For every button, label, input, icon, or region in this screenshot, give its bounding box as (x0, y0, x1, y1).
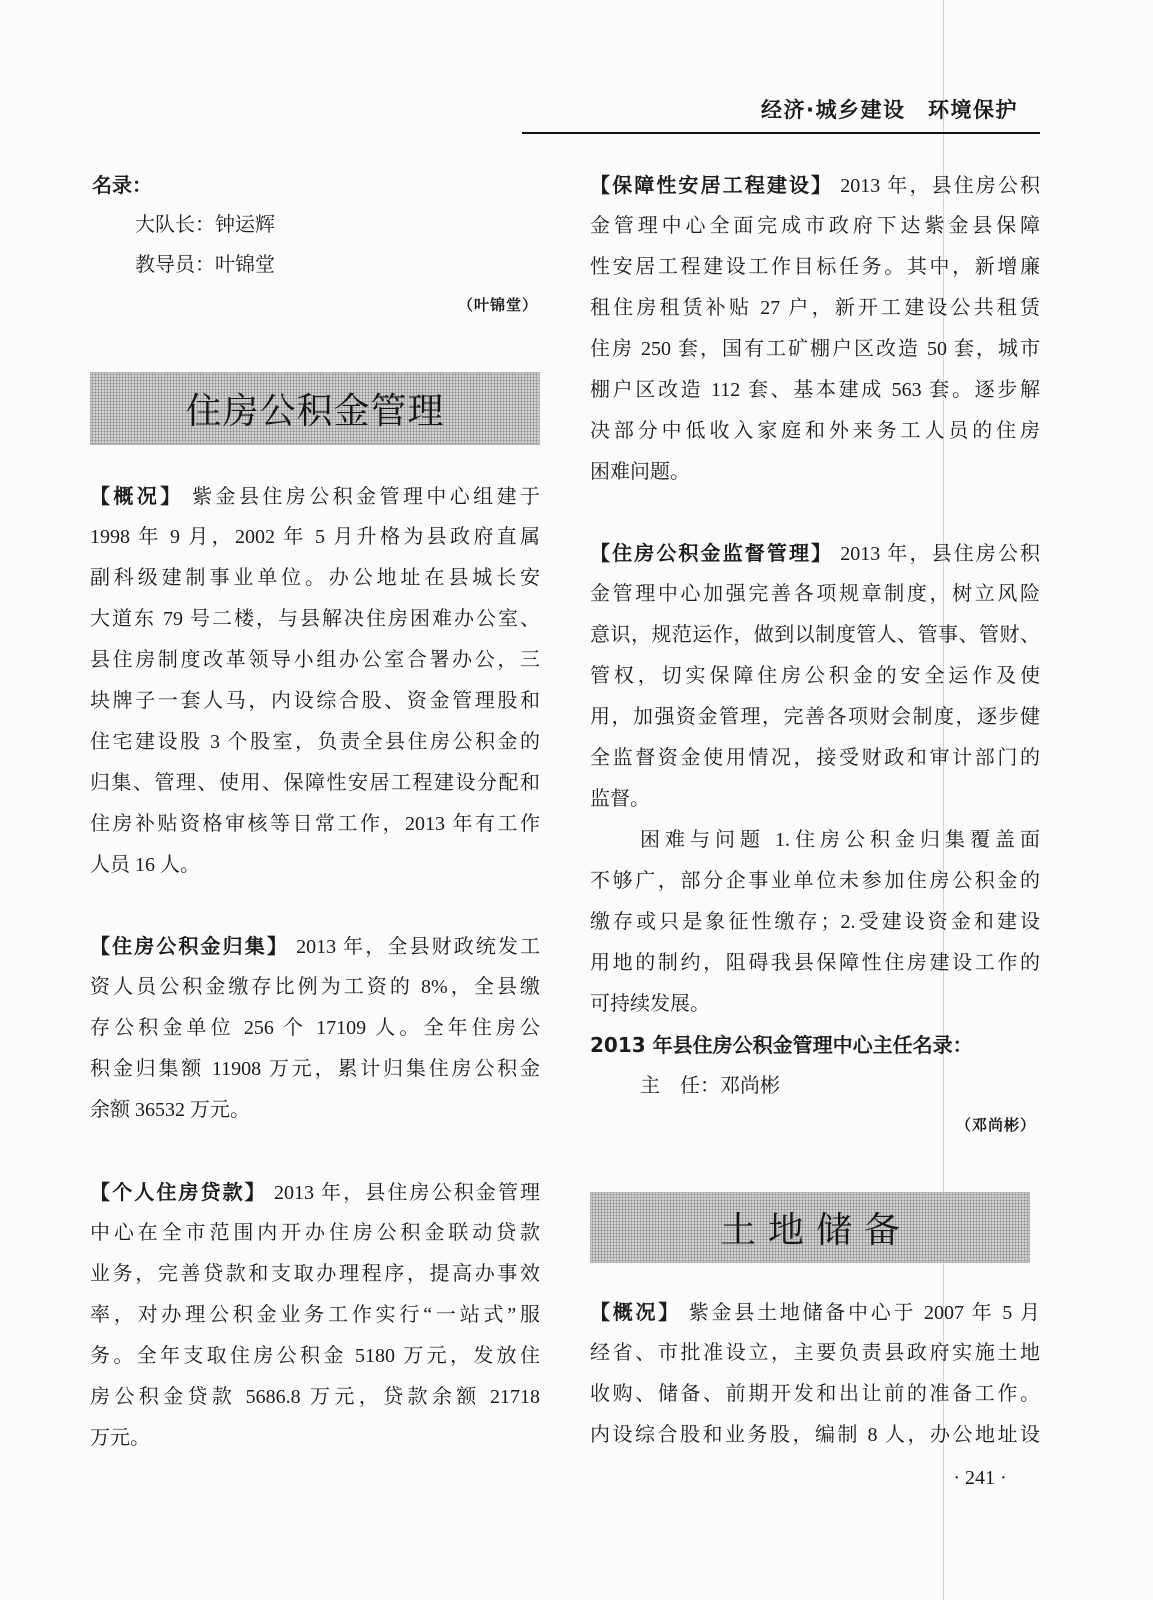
paragraph-line: 性安居工程建设工作目标任务。其中，新增廉 (590, 256, 1040, 278)
paragraph-line: 困难问题。 (590, 461, 690, 483)
paragraph-line: 大道东 79 号二楼，与县解决住房困难办公室、 (90, 608, 540, 630)
section-title: 住房公积金管理 (185, 391, 445, 432)
paragraph-text: 2013 年，全县财政统发工 (296, 936, 540, 958)
paragraph-housing-project (590, 165, 1040, 493)
paragraph-line: 决部分中低收入家庭和外来务工人员的住房 (590, 420, 1040, 442)
paragraph-line: 住宅建设股 3 个股室，负责全县住房公积金的 (90, 731, 540, 753)
paragraph-line (590, 533, 1040, 574)
paragraph-text: 紫金县土地储备中心于 2007 年 5 月 (688, 1302, 1040, 1324)
paragraph-line (90, 1172, 540, 1213)
section-title-banner (590, 1192, 1030, 1263)
paragraph-text: 2013 年，县住房公积金管理 (273, 1182, 540, 1204)
paragraph-line (90, 926, 540, 967)
paragraph-line: 房公积金贷款 5686.8 万元，贷款余额 21718 (90, 1386, 540, 1408)
paragraph-line: 副科级建制事业单位。办公地址在县城长安 (90, 567, 540, 589)
paragraph-line: 收购、储备、前期开发和出让前的准备工作。 (590, 1383, 1040, 1405)
paragraph-supervision (590, 533, 1040, 1107)
paragraph-text: 2013 年，县住房公积 (840, 543, 1040, 565)
paragraph-line: 金管理中心全面完成市政府下达紫金县保障 (590, 215, 1040, 237)
paragraph-line: 全监督资金使用情况，接受财政和审计部门的 (590, 747, 1040, 769)
paragraph-line: 1998 年 9 月，2002 年 5 月升格为县政府直属 (90, 526, 540, 548)
paragraph-line: 监督。 (590, 788, 650, 810)
paragraph-line: 积金归集额 11908 万元，累计归集住房公积金 (90, 1058, 540, 1080)
paragraph-line: 金管理中心加强完善各项规章制度，树立风险 (590, 583, 1040, 605)
paragraph-line: 缴存或只是象征性缴存；2.受建设资金和建设 (590, 911, 1040, 933)
roster-heading: 名录： (92, 173, 152, 197)
page-number: · 241 · (953, 1467, 1007, 1489)
paragraph-line: 块牌子一套人马，内设综合股、资金管理股和 (90, 690, 540, 712)
paragraph-line: 不够广，部分企事业单位未参加住房公积金的 (590, 870, 1040, 892)
roster-item: 大队长：钟运辉 (135, 214, 275, 236)
roster-item: 教导员：叶锦堂 (135, 254, 275, 276)
paragraph-line: 棚户区改造 112 套、基本建成 563 套。逐步解 (590, 379, 1040, 401)
paragraph-line: 可持续发展。 (590, 993, 710, 1015)
paragraph-land-overview (590, 1292, 1040, 1456)
paragraph-line: 住房 250 套，国有工矿棚户区改造 50 套，城市 (590, 338, 1040, 360)
header-rule (522, 132, 1040, 134)
paragraph-line: 人员 16 人。 (90, 854, 200, 876)
director-roster-heading: 2013 年县住房公积金管理中心主任名录： (590, 1033, 973, 1057)
paragraph-line: 用地的制约，阻碍我县保障性住房建设工作的 (590, 952, 1040, 974)
paragraph-loans (90, 1172, 540, 1459)
paragraph-label: 【个人住房贷款】 (90, 1180, 267, 1204)
paragraph-line: 存公积金单位 256 个 17109 人。全年住房公 (90, 1017, 540, 1039)
paragraph-collection (90, 926, 540, 1131)
paragraph-line (90, 476, 540, 517)
section-title-banner (90, 372, 540, 445)
paragraph-line: 率，对办理公积金业务工作实行“一站式”服 (90, 1304, 540, 1326)
paragraph-line: 经省、市批准设立，主要负责县政府实施土地 (590, 1342, 1040, 1364)
paragraph-line: 归集、管理、使用、保障性安居工程建设分配和 (90, 772, 540, 794)
difficulties-label: 困难与问题 (640, 829, 765, 851)
source-attribution: （邓尚彬） (955, 1116, 1036, 1134)
paragraph-label: 【保障性安居工程建设】 (590, 173, 834, 197)
paragraph-line: 管权，切实保障住房公积金的安全运作及使 (590, 665, 1040, 687)
paragraph-line: 中心在全市范围内开办住房公积金联动贷款 (90, 1222, 540, 1244)
paragraph-label: 【概况】 (590, 1300, 681, 1324)
paragraph-line (590, 1292, 1040, 1333)
paragraph-line: 用，加强资金管理，完善各项财会制度，逐步健 (590, 706, 1040, 728)
paragraph-line (590, 820, 1040, 861)
paragraph-line: 县住房制度改革领导小组办公室合署办公，三 (90, 649, 540, 671)
paragraph-line: 租住房租赁补贴 27 户，新开工建设公共租赁 (590, 297, 1040, 319)
paragraph-label: 【住房公积金监督管理】 (590, 541, 834, 565)
paragraph-text: 2013 年，县住房公积 (840, 175, 1040, 197)
source-attribution: （叶锦堂） (457, 296, 538, 314)
director-roster-item: 主 任：邓尚彬 (640, 1075, 780, 1097)
running-header: 经济·城乡建设 环境保护 (761, 98, 1018, 122)
paragraph-line: 住房补贴资格审核等日常工作，2013 年有工作 (90, 813, 540, 835)
paragraph-line: 业务，完善贷款和支取办理程序，提高办事效 (90, 1263, 540, 1285)
paragraph-line: 万元。 (90, 1427, 150, 1449)
paragraph-text: 紫金县住房公积金管理中心组建于 (192, 486, 540, 508)
paragraph-line: 余额 36532 万元。 (90, 1099, 250, 1121)
paragraph-line (590, 165, 1040, 206)
paragraph-line: 务。全年支取住房公积金 5180 万元，发放住 (90, 1345, 540, 1367)
paragraph-text: 1.住房公积金归集覆盖面 (775, 829, 1040, 851)
paragraph-line: 资人员公积金缴存比例为工资的 8%，全县缴 (90, 976, 540, 998)
paragraph-overview (90, 476, 540, 886)
paragraph-line: 意识，规范运作，做到以制度管人、管事、管财、 (590, 624, 1040, 646)
paragraph-label: 【概况】 (90, 484, 184, 508)
section-title: 土地储备 (719, 1210, 912, 1251)
paragraph-label: 【住房公积金归集】 (90, 934, 289, 958)
paragraph-line: 内设综合股和业务股，编制 8 人，办公地址设 (590, 1424, 1040, 1446)
